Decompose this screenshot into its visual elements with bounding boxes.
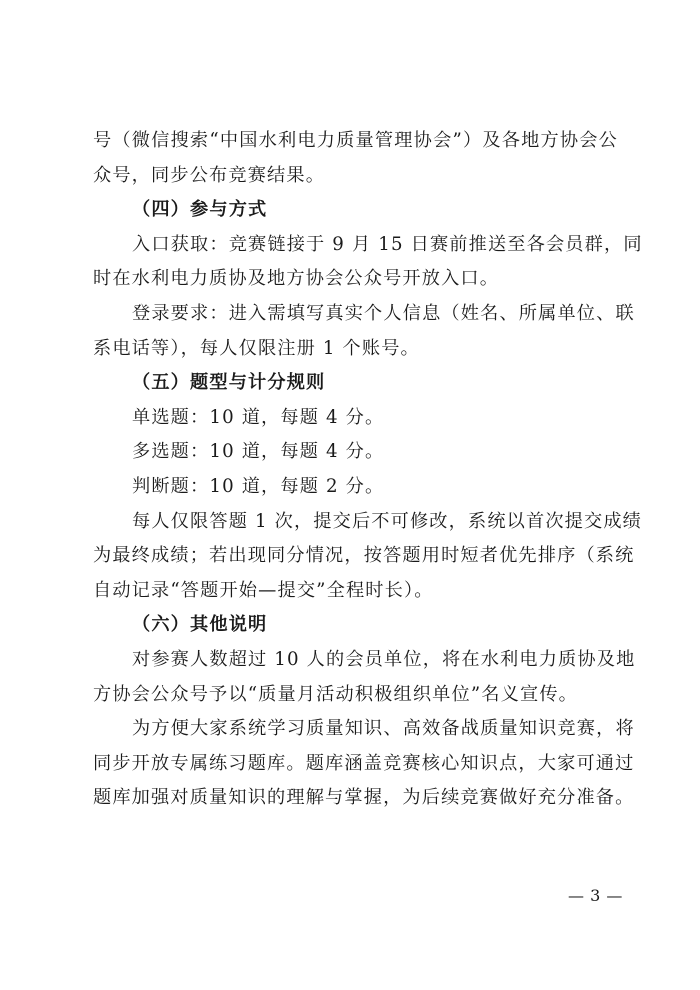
paragraph-line: 为方便大家系统学习质量知识、高效备战质量知识竞赛，将 xyxy=(132,718,635,740)
paragraph-line: 方协会公众号予以“质量月活动积极组织单位”名义宣传。 xyxy=(93,683,578,705)
paragraph-line: 号（微信搜索“中国水利电力质量管理协会”）及各地方协会公 xyxy=(93,130,618,151)
list-item: 多选题：10 道，每题 4 分。 xyxy=(132,441,385,463)
paragraph-line: 时在水利电力质协及地方协会公众号开放入口。 xyxy=(93,268,500,290)
paragraph-line: 每人仅限答题 1 次，提交后不可修改，系统以首次提交成绩 xyxy=(132,510,643,532)
list-item: 判断题：10 道，每题 2 分。 xyxy=(132,475,385,497)
section-heading: （四）参与方式 xyxy=(132,199,268,221)
section-heading: （五）题型与计分规则 xyxy=(132,372,326,394)
paragraph-line: 自动记录“答题开始—提交”全程时长）。 xyxy=(93,579,434,601)
paragraph-line: 众号，同步公布竞赛结果。 xyxy=(93,164,326,186)
section-heading: （六）其他说明 xyxy=(132,614,268,636)
page-number: — 3 — xyxy=(568,886,623,905)
paragraph-line: 为最终成绩；若出现同分情况，按答题用时短者优先排序（系统 xyxy=(93,545,635,567)
paragraph-line: 系电话等），每人仅限注册 1 个账号。 xyxy=(93,337,420,359)
paragraph-line: 题库加强对质量知识的理解与掌握，为后续竞赛做好充分准备。 xyxy=(93,787,635,809)
list-item: 单选题：10 道，每题 4 分。 xyxy=(132,406,385,428)
document-body xyxy=(93,124,643,816)
paragraph-line: 入口获取：竞赛链接于 9 月 15 日赛前推送至各会员群，同 xyxy=(132,233,643,255)
paragraph-line: 对参赛人数超过 10 人的会员单位，将在水利电力质协及地 xyxy=(132,648,636,670)
paragraph-line: 同步开放专属练习题库。题库涵盖竞赛核心知识点，大家可通过 xyxy=(93,752,635,774)
paragraph-line: 登录要求：进入需填写真实个人信息（姓名、所属单位、联 xyxy=(132,302,635,324)
